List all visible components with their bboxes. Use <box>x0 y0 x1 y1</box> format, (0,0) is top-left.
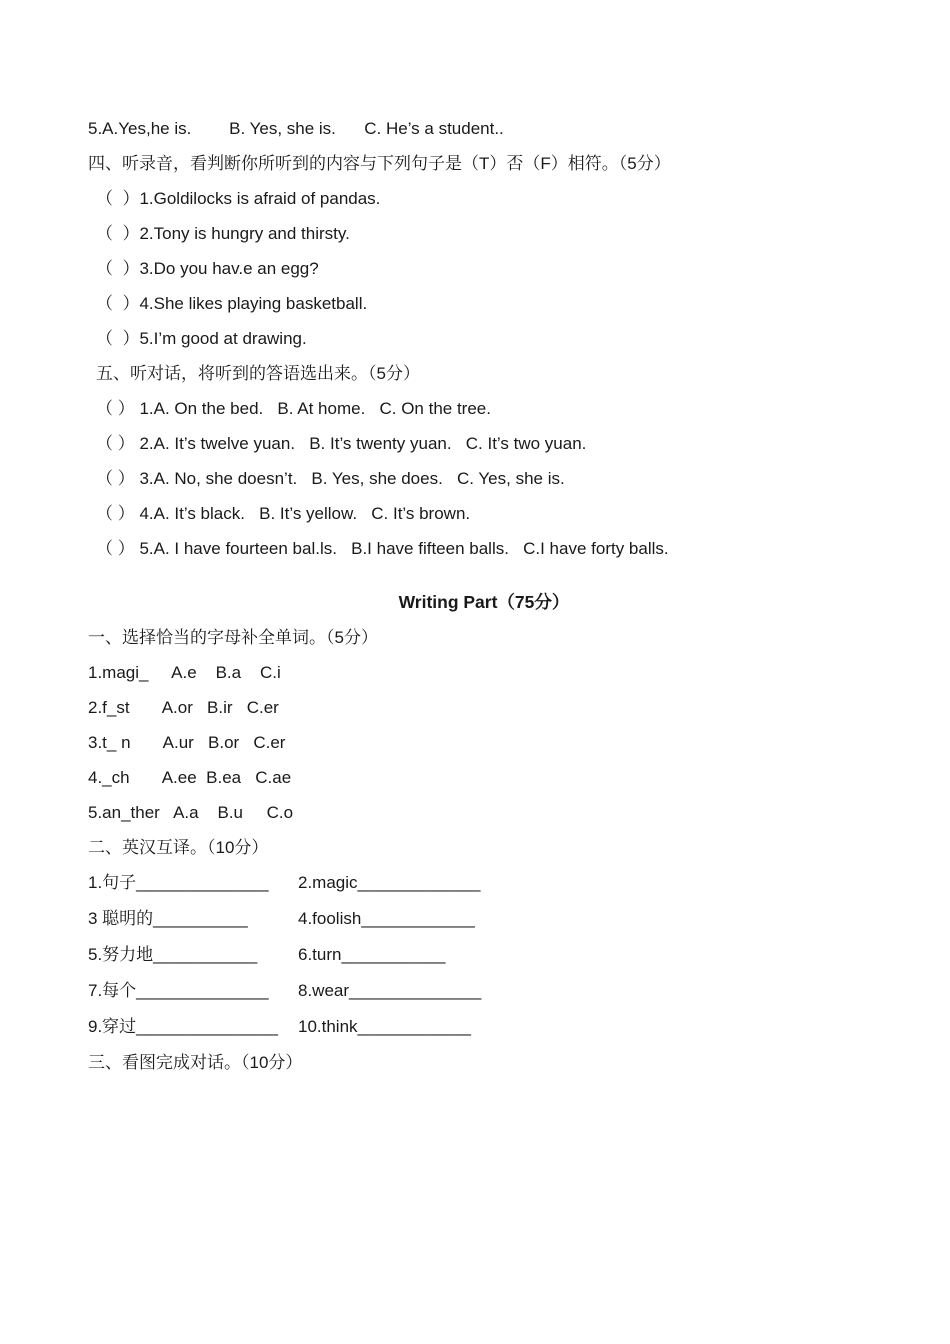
translation-row <box>88 944 880 965</box>
translation-item-7: 7.每个______________ <box>88 981 269 1000</box>
translation-item-4: 4.foolish____________ <box>298 909 475 928</box>
translation-item-2: 2.magic_____________ <box>298 873 481 892</box>
section5-item-1: （ ） 1.A. On the bed. B. At home. C. On the tree. <box>96 399 491 418</box>
section4-item-1: （ ）1.Goldilocks is afraid of pandas. <box>96 189 381 208</box>
translation-row <box>88 1016 880 1037</box>
translation-row <box>88 980 880 1001</box>
writing-section1-items <box>88 662 880 823</box>
section4-item-4: （ ）4.She likes playing basketball. <box>96 294 368 313</box>
translation-row <box>88 908 880 929</box>
section5-items <box>88 398 880 559</box>
section5-item-5: （ ） 5.A. I have fourteen bal.ls. B.I have fifteen balls. C.I have forty balls. <box>96 539 669 558</box>
translation-item-9: 9.穿过_______________ <box>88 1017 278 1036</box>
section4-item-3: （ ）3.Do you hav.e an egg? <box>96 259 319 278</box>
writing-section1-title: 一、选择恰当的字母补全单词。（5分） <box>88 628 378 647</box>
writing-section1-item-1: 1.magi_ A.e B.a C.i <box>88 663 281 682</box>
writing-section1-item-4: 4._ch A.ee B.ea C.ae <box>88 768 292 787</box>
writing-section3-title: 三、看图完成对话。（10分） <box>88 1053 303 1072</box>
listening-q5-options: 5.A.Yes,he is. B. Yes, she is. C. He’s a student.. <box>88 119 504 138</box>
section4-title: 四、听录音，看判断你所听到的内容与下列句子是（T）否（F）相符。（5分） <box>88 154 671 173</box>
section4-items <box>88 188 880 349</box>
writing-section2-title: 二、英汉互译。（10分） <box>88 838 269 857</box>
section5-item-2: （ ） 2.A. It’s twelve yuan. B. It’s twenty yuan. C. It’s two yuan. <box>96 434 587 453</box>
section5-title: 五、听对话，将听到的答语选出来。（5分） <box>96 364 420 383</box>
writing-section1-item-5: 5.an_ther A.a B.u C.o <box>88 803 294 822</box>
section4-item-5: （ ）5.I’m good at drawing. <box>96 329 307 348</box>
translation-item-6: 6.turn___________ <box>298 945 446 964</box>
translation-item-3: 3 聪明的__________ <box>88 909 248 928</box>
translation-item-8: 8.wear______________ <box>298 981 482 1000</box>
writing-section1-item-3: 3.t_ n A.ur B.or C.er <box>88 733 286 752</box>
section5-item-4: （ ） 4.A. It’s black. B. It’s yellow. C. It’s brown. <box>96 504 471 523</box>
writing-part-heading: Writing Part（75分） <box>398 592 570 612</box>
section5-item-3: （ ） 3.A. No, she doesn’t. B. Yes, she does. C. Yes, she is. <box>96 469 565 488</box>
writing-section2-rows <box>88 872 880 1037</box>
translation-item-5: 5.努力地___________ <box>88 945 258 964</box>
translation-item-10: 10.think____________ <box>298 1017 471 1036</box>
translation-row <box>88 872 880 893</box>
section4-item-2: （ ）2.Tony is hungry and thirsty. <box>96 224 350 243</box>
writing-section1-item-2: 2.f_st A.or B.ir C.er <box>88 698 279 717</box>
translation-item-1: 1.句子______________ <box>88 873 269 892</box>
